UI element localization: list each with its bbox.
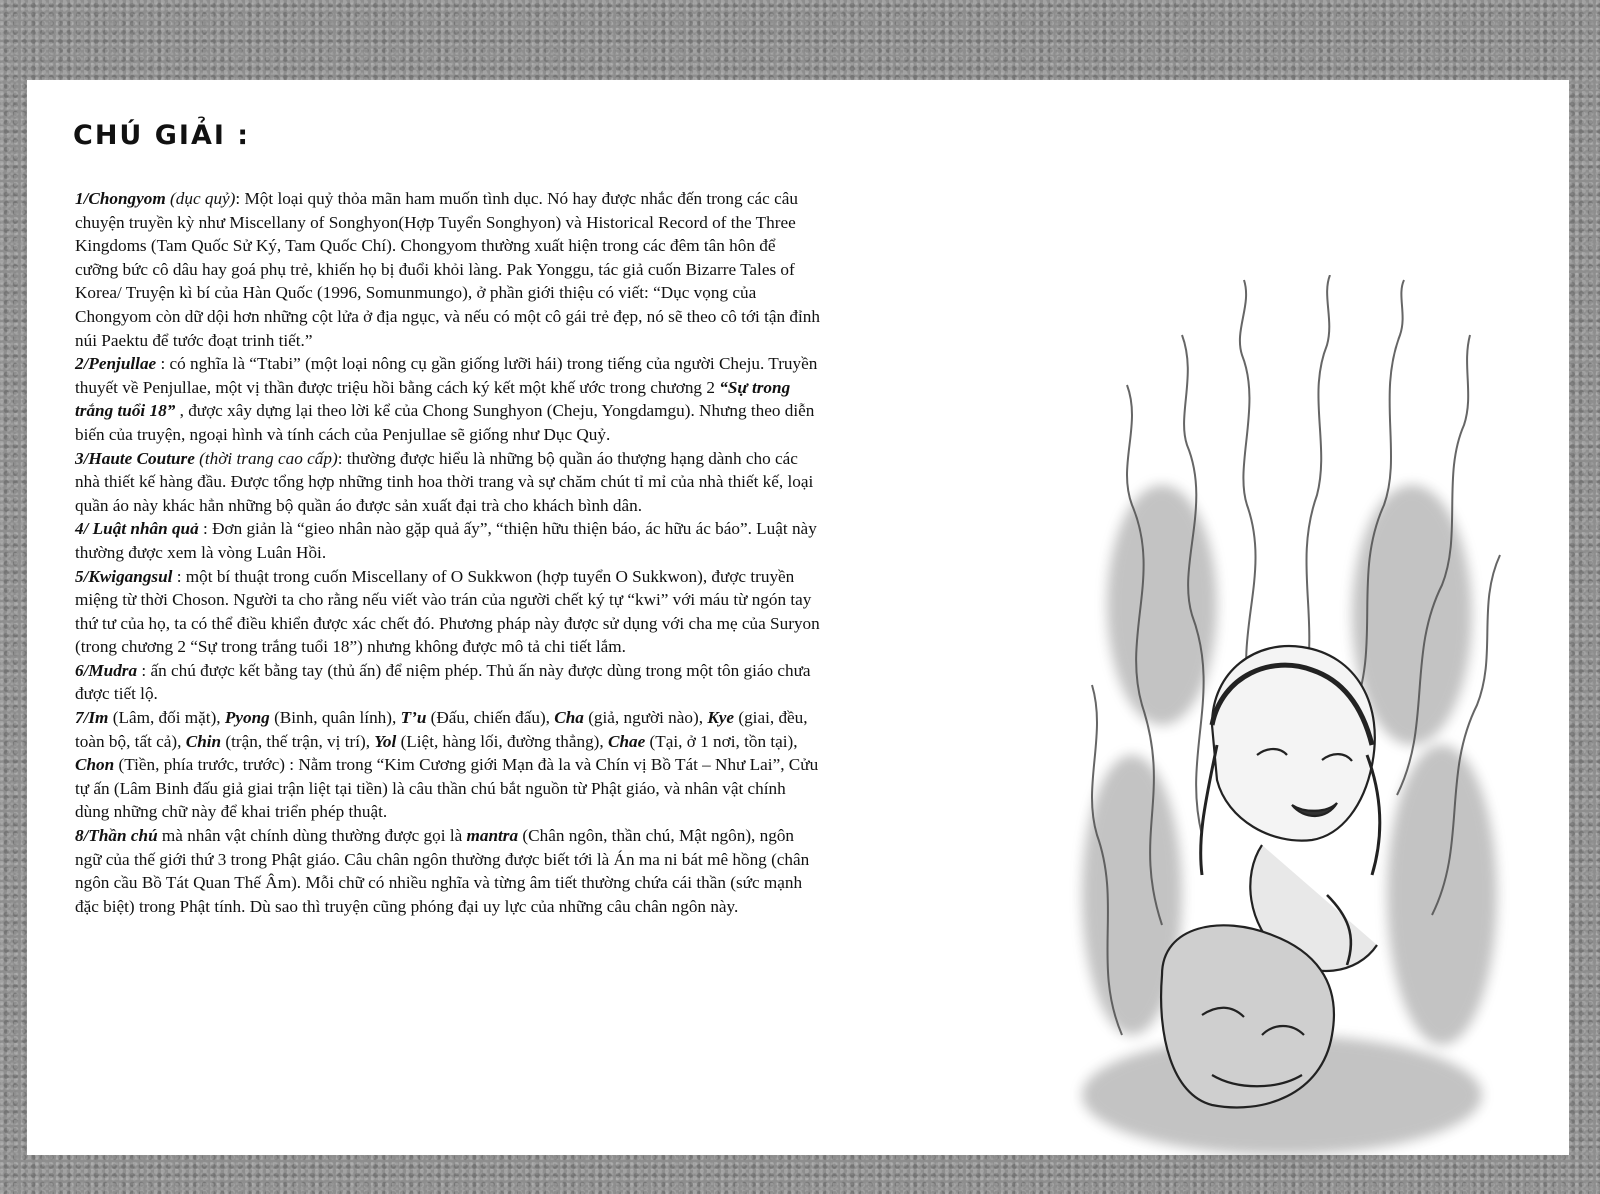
- note-keyword: Yol: [374, 731, 397, 751]
- note-text: : Đơn giản là “gieo nhân nào gặp quả ấy”, “thiện hữu thiện báo, ác hữu ác báo”. Luật này thường được xem là vòng Luân Hồi.: [75, 519, 817, 562]
- note-text: (Đấu, chiến đấu),: [426, 708, 555, 728]
- note-text: (Lâm, đối mặt),: [108, 708, 225, 728]
- page-heading: CHÚ GIẢI :: [73, 120, 251, 151]
- note-term: 1/Chongyom: [75, 189, 166, 208]
- note-keyword: Chae: [608, 731, 646, 751]
- note-8: [75, 824, 820, 918]
- note-term: 3/Haute Couture: [75, 448, 195, 468]
- note-text: : có nghĩa là “Ttabi” (một loại nông cụ gần giống lưỡi hái) trong tiếng của người Cheju. Truyền thuyết về Penjullae, một vị thần được triệu hồi bằng cách ký kết một khế ước trong chương 2: [75, 354, 818, 397]
- page-sheet: [27, 80, 1569, 1155]
- note-text: : Một loại quỷ thỏa mãn ham muốn tình dục. Nó hay được nhắc đến trong các câu chuyện truyền kỳ như Miscellany of Songhyon(Hợp Tuyển Songhyon) và Historical Record of the Three Kingdoms (Tam Quốc Sử Ký, Tam Quốc Chí). Chongyom thường xuất hiện trong các đêm tân hôn để cưỡng bức cô dâu hay goá phụ trẻ, khiến họ bị đuổi khỏi làng. Pak Yonggu, tác giả cuốn Bizarre Tales of Korea/ Truyện kì bí của Hàn Quốc (1996, Somunmungo), ở phần giới thiệu có viết: “Dục vọng của Chongyom còn dữ dội hơn những cột lửa ở địa ngục, và nếu có một cô gái trẻ đẹp, nó sẽ theo cô tới tận đỉnh núi Paektu để tước đoạt trinh tiết.”: [75, 189, 820, 350]
- note-term: 7/Im: [75, 708, 109, 728]
- flame-girl-illustration: [1012, 275, 1532, 1175]
- note-term: 2/Penjullae: [75, 354, 157, 374]
- note-text: (Tại, ở 1 nơi, tồn tại),: [645, 731, 798, 751]
- note-keyword: Chin: [185, 731, 222, 751]
- note-keyword: Cha: [554, 708, 584, 728]
- note-5: [75, 565, 820, 659]
- note-text: : ấn chú được kết bằng tay (thủ ấn) để niệm phép. Thủ ấn này được dùng trong một tôn giáo chưa được tiết lộ.: [75, 660, 811, 704]
- note-text: (giả, người nào),: [583, 708, 708, 728]
- note-text: : thường được hiểu là những bộ quần áo thượng hạng dành cho các nhà thiết kế hàng đầu. Được tổng hợp những tinh hoa thời trang và sự chăm chút tỉ mỉ của nhà thiết kế, loại quần áo này khác hẳn những bộ quần áo được sản xuất đại trà cho khách bình dân.: [75, 448, 814, 515]
- glossary-notes: [75, 187, 820, 918]
- note-text: , được xây dựng lại theo lời kể của Chong Sunghyon (Cheju, Yongdamgu). Nhưng theo diễn biến của truyện, ngoại hình và tính cách của Penjullae sẽ giống như Dục Quỷ.: [75, 401, 815, 444]
- note-subtitle: (thời trang cao cấp): [194, 448, 338, 468]
- note-text: (Tiền, phía trước, trước) : Nằm trong “Kim Cương giới Mạn đà la và Chín vị Bồ Tát – Như Lai”, Cửu tự ấn (Lâm Binh đấu giả giai trận liệt tại tiền) là câu thần chú bắt nguồn từ Phật giáo, và nhân vật chính dùng những chữ này để khai triển phép thuật.: [75, 755, 819, 822]
- girl-figure: [1161, 646, 1380, 1107]
- note-text: mà nhân vật chính dùng thường được gọi là: [157, 826, 467, 846]
- note-keyword: Pyong: [224, 708, 270, 728]
- note-text: (giai, đều, toàn bộ, tất cả),: [75, 708, 808, 751]
- note-3: [75, 447, 820, 518]
- note-term: 5/Kwigangsul: [75, 566, 173, 586]
- note-emphasis: “Sự trong trắng tuổi 18”: [75, 377, 791, 421]
- note-text: (Binh, quân lính),: [269, 708, 401, 728]
- note-text: (trận, thế trận, vị trí),: [221, 731, 375, 751]
- note-2: [75, 352, 820, 446]
- note-4: [75, 517, 820, 564]
- note-text: : một bí thuật trong cuốn Miscellany of O Sukkwon (hợp tuyển O Sukkwon), được truyền miệng từ thời Choson. Người ta cho rằng nếu viết vào trán của người chết ký tự “kwi” với máu từ ngón tay thứ tư của họ, ta có thể điều khiển được xác chết đó. Phương pháp này được sử dụng với cha mẹ của Suryon (trong chương 2 “Sự trong trắng tuổi 18”) nhưng không được mô tả chi tiết lắm.: [75, 566, 820, 657]
- note-keyword: Chon: [75, 755, 115, 775]
- note-keyword: Kye: [707, 708, 735, 728]
- note-7: [75, 706, 820, 824]
- note-term: 8/Thần chú: [75, 826, 158, 846]
- note-term: 4/ Luật nhân quả: [75, 519, 199, 539]
- note-emphasis: mantra: [466, 826, 519, 846]
- note-1: [75, 187, 820, 352]
- note-text: (Liệt, hàng lối, đường thẳng),: [396, 731, 608, 751]
- note-keyword: T’u: [400, 708, 427, 728]
- note-term: 6/Mudra: [75, 660, 138, 680]
- note-subtitle: (dục quỷ): [165, 189, 236, 208]
- note-text: (Chân ngôn, thần chú, Mật ngôn), ngôn ngữ của thế giới thứ 3 trong Phật giáo. Câu chân ngôn thường được biết tới là Án ma ni bát mê hồng (chân ngôn cầu Bồ Tát Quan Thế Âm). Mỗi chữ có nhiều nghĩa và từng âm tiết thường chứa cái thần (sức mạnh đặc biệt) trong Phật tính. Dù sao thì truyện cũng phóng đại uy lực của những câu chân ngôn này.: [75, 826, 810, 916]
- note-6: [75, 659, 820, 706]
